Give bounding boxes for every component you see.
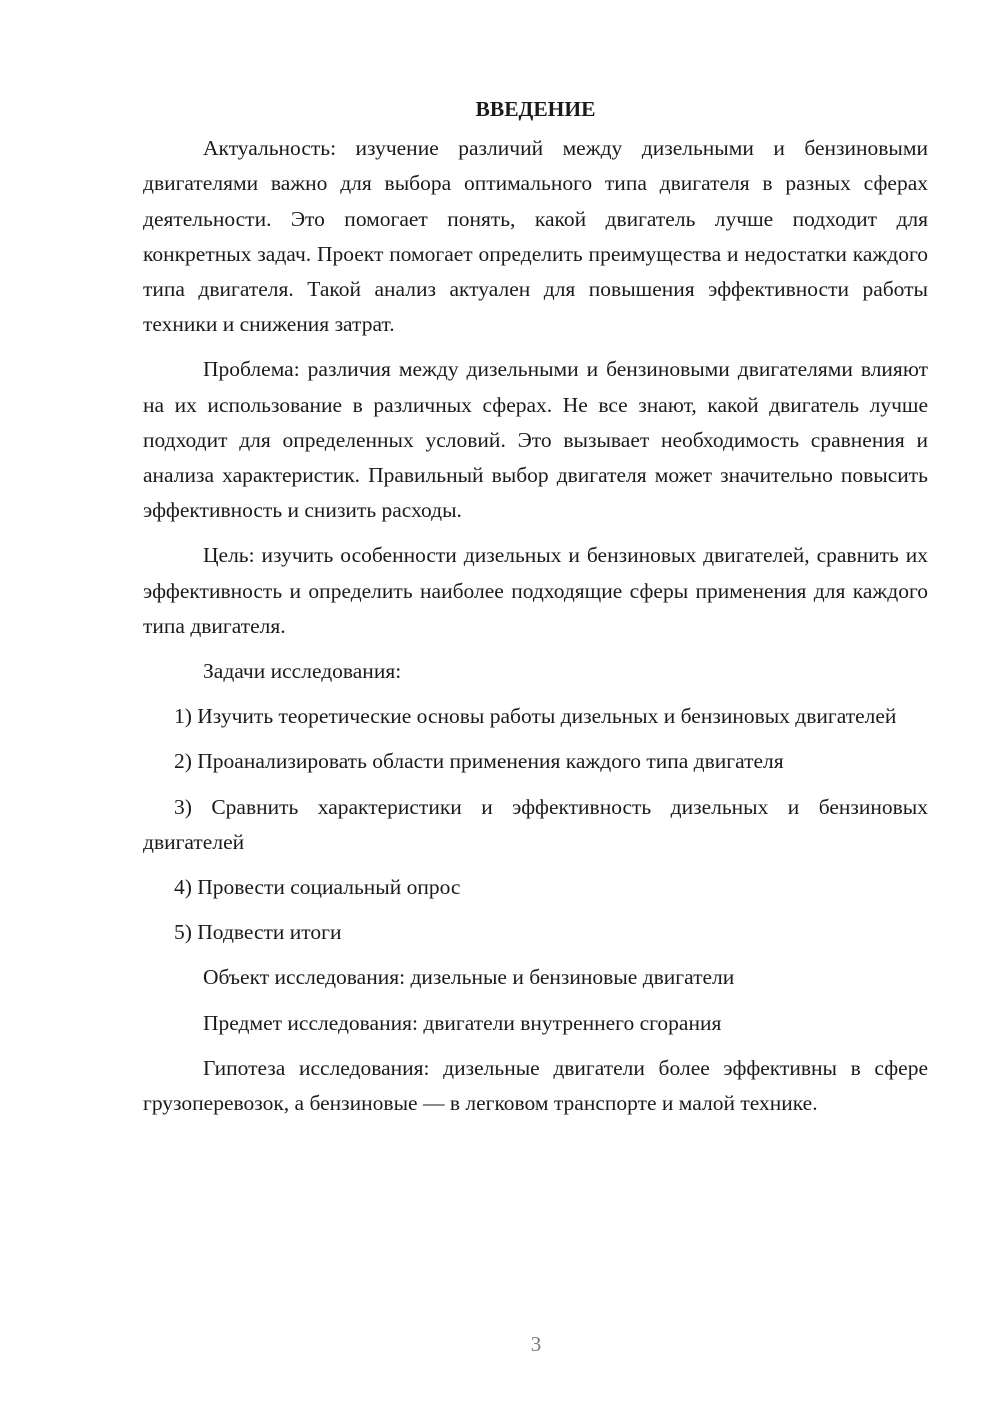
research-subject: Предмет исследования: двигатели внутреннего сгорания bbox=[203, 1010, 722, 1035]
research-object: Объект исследования: дизельные и бензиновые двигатели bbox=[203, 965, 735, 990]
task-item-2: 2) Проанализировать области применения каждого типа двигателя bbox=[174, 749, 784, 774]
relevance-paragraph: Актуальность: изучение различий между дизельными и бензиновыми двигателями важно для выбора оптимального типа двигателя в разных сферах деятельности. Это помогает понять, какой двигатель лучше подходит для конкретных задач. Проект помогает определить преимущества и недостатки каждого типа двигателя. Такой анализ актуален для повышения эффективности работы техники и снижения затрат. bbox=[143, 136, 928, 337]
page-number: 3 bbox=[530, 1332, 542, 1356]
task-item-4: 4) Провести социальный опрос bbox=[174, 875, 461, 900]
tasks-heading: Задачи исследования: bbox=[203, 659, 402, 684]
problem-paragraph: Проблема: различия между дизельными и бензиновыми двигателями влияют на их использование в различных сферах. Не все знают, какой двигатель лучше подходит для определенных условий. Это вызывает необходимость сравнения и анализа характеристик. Правильный выбор двигателя может значительно повысить эффективность и снизить расходы. bbox=[143, 357, 928, 523]
task-item-3: 3) Сравнить характеристики и эффективность дизельных и бензиновых двигателей bbox=[143, 794, 928, 854]
page-title: ВВЕДЕНИЕ bbox=[475, 97, 596, 121]
task-item-1: 1) Изучить теоретические основы работы дизельных и бензиновых двигателей bbox=[174, 704, 897, 729]
research-hypothesis: Гипотеза исследования: дизельные двигатели более эффективны в сфере грузоперевозок, а бензиновые — в легковом транспорте и малой технике. bbox=[143, 1055, 928, 1116]
document-body bbox=[143, 92, 928, 1131]
goal-paragraph: Цель: изучить особенности дизельных и бензиновых двигателей, сравнить их эффективность и определить наиболее подходящие сферы применения для каждого типа двигателя. bbox=[143, 543, 928, 638]
task-item-5: 5) Подвести итоги bbox=[174, 920, 342, 945]
